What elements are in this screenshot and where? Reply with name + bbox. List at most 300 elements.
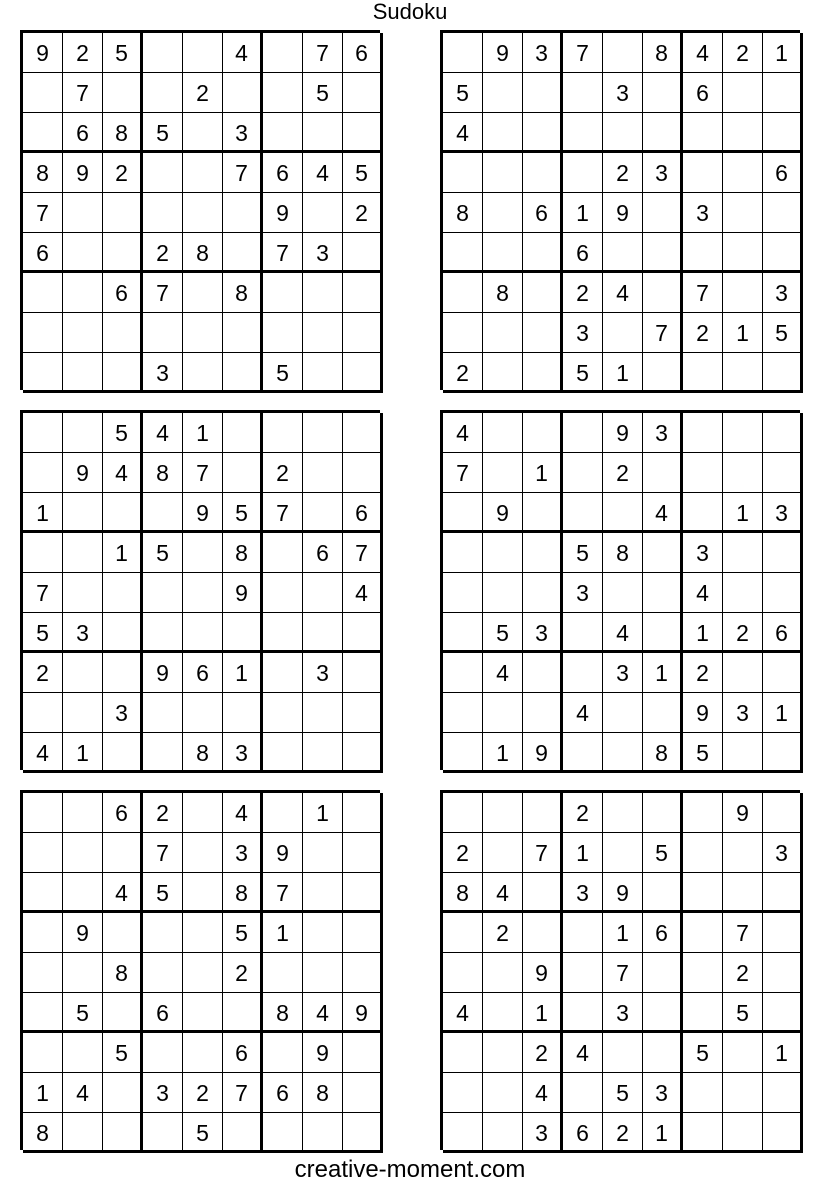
empty-cell[interactable] [483,1113,523,1153]
empty-cell[interactable] [23,1033,63,1073]
empty-cell[interactable] [643,793,683,833]
empty-cell[interactable] [303,693,343,733]
empty-cell[interactable] [63,873,103,913]
given-cell: 8 [223,273,263,313]
empty-cell[interactable] [763,193,803,233]
empty-cell[interactable] [683,793,723,833]
empty-cell[interactable] [723,153,763,193]
empty-cell[interactable] [483,993,523,1033]
empty-cell[interactable] [263,273,303,313]
empty-cell[interactable] [23,833,63,873]
empty-cell[interactable] [483,1033,523,1073]
empty-cell[interactable] [603,493,643,533]
empty-cell[interactable] [523,793,563,833]
empty-cell[interactable] [303,493,343,533]
empty-cell[interactable] [763,453,803,493]
given-cell: 3 [563,313,603,353]
empty-cell[interactable] [23,413,63,453]
empty-cell[interactable] [683,113,723,153]
empty-cell[interactable] [563,113,603,153]
empty-cell[interactable] [63,313,103,353]
empty-cell[interactable] [643,353,683,393]
empty-cell[interactable] [263,1033,303,1073]
empty-cell[interactable] [63,653,103,693]
empty-cell[interactable] [183,313,223,353]
empty-cell[interactable] [763,653,803,693]
empty-cell[interactable] [103,833,143,873]
empty-cell[interactable] [603,1033,643,1073]
empty-cell[interactable] [683,1113,723,1153]
empty-cell[interactable] [483,533,523,573]
empty-cell[interactable] [683,913,723,953]
empty-cell[interactable] [723,573,763,613]
empty-cell[interactable] [683,993,723,1033]
empty-cell[interactable] [63,793,103,833]
empty-cell[interactable] [263,413,303,453]
empty-cell[interactable] [723,113,763,153]
empty-cell[interactable] [63,493,103,533]
empty-cell[interactable] [223,233,263,273]
empty-cell[interactable] [523,313,563,353]
empty-cell[interactable] [723,353,763,393]
empty-cell[interactable] [63,273,103,313]
empty-cell[interactable] [643,73,683,113]
empty-cell[interactable] [23,693,63,733]
empty-cell[interactable] [483,833,523,873]
empty-cell[interactable] [763,73,803,113]
empty-cell[interactable] [563,453,603,493]
empty-cell[interactable] [723,273,763,313]
empty-cell[interactable] [103,573,143,613]
empty-cell[interactable] [303,193,343,233]
empty-cell[interactable] [483,73,523,113]
empty-cell[interactable] [103,1073,143,1113]
empty-cell[interactable] [143,1033,183,1073]
empty-cell[interactable] [143,913,183,953]
empty-cell[interactable] [643,113,683,153]
empty-cell[interactable] [763,873,803,913]
given-cell: 2 [483,913,523,953]
empty-cell[interactable] [723,833,763,873]
empty-cell[interactable] [103,493,143,533]
empty-cell[interactable] [343,233,383,273]
empty-cell[interactable] [223,613,263,653]
empty-cell[interactable] [23,953,63,993]
empty-cell[interactable] [103,193,143,233]
empty-cell[interactable] [443,613,483,653]
empty-cell[interactable] [443,573,483,613]
empty-cell[interactable] [443,533,483,573]
empty-cell[interactable] [483,193,523,233]
empty-cell[interactable] [263,613,303,653]
empty-cell[interactable] [643,693,683,733]
empty-cell[interactable] [763,533,803,573]
empty-cell[interactable] [443,33,483,73]
empty-cell[interactable] [603,693,643,733]
empty-cell[interactable] [643,233,683,273]
empty-cell[interactable] [643,1033,683,1073]
empty-cell[interactable] [263,573,303,613]
empty-cell[interactable] [343,733,383,773]
empty-cell[interactable] [143,313,183,353]
empty-cell[interactable] [63,1033,103,1073]
empty-cell[interactable] [563,653,603,693]
empty-cell[interactable] [483,953,523,993]
empty-cell[interactable] [643,993,683,1033]
empty-cell[interactable] [603,33,643,73]
empty-cell[interactable] [603,733,643,773]
empty-cell[interactable] [103,993,143,1033]
empty-cell[interactable] [183,613,223,653]
empty-cell[interactable] [303,353,343,393]
empty-cell[interactable] [763,573,803,613]
empty-cell[interactable] [23,313,63,353]
empty-cell[interactable] [603,793,643,833]
empty-cell[interactable] [723,1073,763,1113]
empty-cell[interactable] [523,873,563,913]
given-cell: 7 [143,273,183,313]
empty-cell[interactable] [683,1073,723,1113]
empty-cell[interactable] [303,953,343,993]
empty-cell[interactable] [263,33,303,73]
empty-cell[interactable] [723,1113,763,1153]
empty-cell[interactable] [443,313,483,353]
empty-cell[interactable] [183,693,223,733]
empty-cell[interactable] [303,913,343,953]
empty-cell[interactable] [343,113,383,153]
empty-cell[interactable] [643,873,683,913]
empty-cell[interactable] [183,573,223,613]
empty-cell[interactable] [143,733,183,773]
empty-cell[interactable] [643,193,683,233]
empty-cell[interactable] [303,273,343,313]
empty-cell[interactable] [223,193,263,233]
empty-cell[interactable] [143,953,183,993]
empty-cell[interactable] [183,993,223,1033]
empty-cell[interactable] [183,833,223,873]
empty-cell[interactable] [483,1073,523,1113]
empty-cell[interactable] [723,413,763,453]
empty-cell[interactable] [483,793,523,833]
empty-cell[interactable] [643,533,683,573]
empty-cell[interactable] [223,453,263,493]
empty-cell[interactable] [723,533,763,573]
empty-cell[interactable] [63,1113,103,1153]
empty-cell[interactable] [63,193,103,233]
empty-cell[interactable] [763,793,803,833]
empty-cell[interactable] [343,73,383,113]
empty-cell[interactable] [763,953,803,993]
empty-cell[interactable] [343,913,383,953]
empty-cell[interactable] [183,953,223,993]
empty-cell[interactable] [523,353,563,393]
empty-cell[interactable] [303,313,343,353]
empty-cell[interactable] [643,953,683,993]
given-cell: 2 [523,1033,563,1073]
empty-cell[interactable] [723,73,763,113]
empty-cell[interactable] [23,73,63,113]
empty-cell[interactable] [23,353,63,393]
empty-cell[interactable] [483,573,523,613]
empty-cell[interactable] [143,153,183,193]
given-cell: 3 [143,353,183,393]
empty-cell[interactable] [63,953,103,993]
empty-cell[interactable] [183,913,223,953]
empty-cell[interactable] [443,693,483,733]
given-cell: 7 [143,833,183,873]
empty-cell[interactable] [483,313,523,353]
empty-cell[interactable] [563,1073,603,1113]
empty-cell[interactable] [443,233,483,273]
empty-cell[interactable] [563,733,603,773]
empty-cell[interactable] [183,193,223,233]
empty-cell[interactable] [103,313,143,353]
empty-cell[interactable] [523,73,563,113]
empty-cell[interactable] [343,873,383,913]
empty-cell[interactable] [723,653,763,693]
empty-cell[interactable] [263,533,303,573]
empty-cell[interactable] [483,693,523,733]
empty-cell[interactable] [23,993,63,1033]
empty-cell[interactable] [443,1033,483,1073]
empty-cell[interactable] [303,113,343,153]
empty-cell[interactable] [723,1033,763,1073]
empty-cell[interactable] [63,533,103,573]
empty-cell[interactable] [343,653,383,693]
empty-cell[interactable] [103,353,143,393]
empty-cell[interactable] [23,873,63,913]
empty-cell[interactable] [63,353,103,393]
empty-cell[interactable] [343,693,383,733]
empty-cell[interactable] [443,793,483,833]
empty-cell[interactable] [683,833,723,873]
given-cell: 3 [143,1073,183,1113]
empty-cell[interactable] [443,953,483,993]
empty-cell[interactable] [483,453,523,493]
empty-cell[interactable] [343,1113,383,1153]
empty-cell[interactable] [763,353,803,393]
empty-cell[interactable] [23,793,63,833]
empty-cell[interactable] [443,733,483,773]
empty-cell[interactable] [183,533,223,573]
empty-cell[interactable] [443,913,483,953]
empty-cell[interactable] [483,353,523,393]
empty-cell[interactable] [143,693,183,733]
empty-cell[interactable] [103,233,143,273]
empty-cell[interactable] [683,453,723,493]
empty-cell[interactable] [683,153,723,193]
empty-cell[interactable] [483,413,523,453]
empty-cell[interactable] [643,453,683,493]
empty-cell[interactable] [143,493,183,533]
empty-cell[interactable] [23,453,63,493]
empty-cell[interactable] [683,353,723,393]
empty-cell[interactable] [343,613,383,653]
empty-cell[interactable] [263,953,303,993]
empty-cell[interactable] [523,153,563,193]
empty-cell[interactable] [723,733,763,773]
empty-cell[interactable] [523,113,563,153]
empty-cell[interactable] [523,653,563,693]
empty-cell[interactable] [523,493,563,533]
empty-cell[interactable] [603,833,643,873]
empty-cell[interactable] [723,873,763,913]
empty-cell[interactable] [443,653,483,693]
empty-cell[interactable] [343,273,383,313]
empty-cell[interactable] [483,233,523,273]
given-cell: 3 [563,873,603,913]
empty-cell[interactable] [443,153,483,193]
empty-cell[interactable] [683,873,723,913]
empty-cell[interactable] [343,353,383,393]
empty-cell[interactable] [183,33,223,73]
empty-cell[interactable] [443,1073,483,1113]
empty-cell[interactable] [523,913,563,953]
empty-cell[interactable] [263,733,303,773]
empty-cell[interactable] [183,793,223,833]
empty-cell[interactable] [223,73,263,113]
empty-cell[interactable] [683,413,723,453]
empty-cell[interactable] [563,613,603,653]
empty-cell[interactable] [23,273,63,313]
empty-cell[interactable] [683,493,723,533]
empty-cell[interactable] [223,313,263,353]
empty-cell[interactable] [143,613,183,653]
empty-cell[interactable] [263,693,303,733]
empty-cell[interactable] [303,733,343,773]
empty-cell[interactable] [343,313,383,353]
empty-cell[interactable] [143,573,183,613]
empty-cell[interactable] [563,993,603,1033]
empty-cell[interactable] [723,453,763,493]
empty-cell[interactable] [483,113,523,153]
empty-cell[interactable] [523,693,563,733]
empty-cell[interactable] [103,613,143,653]
empty-cell[interactable] [103,653,143,693]
empty-cell[interactable] [23,913,63,953]
empty-cell[interactable] [723,193,763,233]
empty-cell[interactable] [523,413,563,453]
empty-cell[interactable] [303,833,343,873]
empty-cell[interactable] [763,413,803,453]
empty-cell[interactable] [443,1113,483,1153]
empty-cell[interactable] [643,573,683,613]
empty-cell[interactable] [343,453,383,493]
empty-cell[interactable] [443,493,483,533]
empty-cell[interactable] [63,573,103,613]
empty-cell[interactable] [343,793,383,833]
empty-cell[interactable] [723,233,763,273]
given-cell: 6 [143,993,183,1033]
empty-cell[interactable] [603,233,643,273]
empty-cell[interactable] [63,693,103,733]
given-cell: 1 [723,493,763,533]
empty-cell[interactable] [303,573,343,613]
empty-cell[interactable] [263,73,303,113]
empty-cell[interactable] [63,233,103,273]
empty-cell[interactable] [263,653,303,693]
empty-cell[interactable] [303,453,343,493]
empty-cell[interactable] [303,613,343,653]
empty-cell[interactable] [303,413,343,453]
empty-cell[interactable] [563,493,603,533]
empty-cell[interactable] [263,793,303,833]
empty-cell[interactable] [303,873,343,913]
empty-cell[interactable] [763,913,803,953]
empty-cell[interactable] [343,1033,383,1073]
empty-cell[interactable] [483,153,523,193]
empty-cell[interactable] [763,113,803,153]
empty-cell[interactable] [63,833,103,873]
empty-cell[interactable] [443,273,483,313]
empty-cell[interactable] [343,953,383,993]
empty-cell[interactable] [523,233,563,273]
empty-cell[interactable] [143,193,183,233]
empty-cell[interactable] [103,913,143,953]
empty-cell[interactable] [763,1113,803,1153]
empty-cell[interactable] [143,1113,183,1153]
empty-cell[interactable] [103,733,143,773]
empty-cell[interactable] [223,353,263,393]
empty-cell[interactable] [23,113,63,153]
empty-cell[interactable] [223,413,263,453]
empty-cell[interactable] [263,313,303,353]
empty-cell[interactable] [263,1113,303,1153]
empty-cell[interactable] [763,1073,803,1113]
empty-cell[interactable] [183,1033,223,1073]
empty-cell[interactable] [763,993,803,1033]
empty-cell[interactable] [563,413,603,453]
empty-cell[interactable] [223,993,263,1033]
empty-cell[interactable] [183,353,223,393]
empty-cell[interactable] [563,153,603,193]
empty-cell[interactable] [603,313,643,353]
empty-cell[interactable] [143,33,183,73]
empty-cell[interactable] [563,913,603,953]
empty-cell[interactable] [63,413,103,453]
empty-cell[interactable] [763,733,803,773]
empty-cell[interactable] [563,953,603,993]
empty-cell[interactable] [263,113,303,153]
empty-cell[interactable] [563,73,603,113]
empty-cell[interactable] [223,693,263,733]
empty-cell[interactable] [183,113,223,153]
empty-cell[interactable] [183,873,223,913]
empty-cell[interactable] [223,1113,263,1153]
empty-cell[interactable] [523,273,563,313]
empty-cell[interactable] [683,953,723,993]
empty-cell[interactable] [343,1073,383,1113]
given-cell: 5 [683,733,723,773]
empty-cell[interactable] [603,573,643,613]
empty-cell[interactable] [23,533,63,573]
empty-cell[interactable] [103,73,143,113]
empty-cell[interactable] [683,233,723,273]
empty-cell[interactable] [183,273,223,313]
empty-cell[interactable] [523,573,563,613]
empty-cell[interactable] [523,533,563,573]
empty-cell[interactable] [303,1113,343,1153]
empty-cell[interactable] [343,833,383,873]
empty-cell[interactable] [183,153,223,193]
empty-cell[interactable] [343,413,383,453]
empty-cell[interactable] [643,273,683,313]
empty-cell[interactable] [763,233,803,273]
empty-cell[interactable] [603,113,643,153]
empty-cell[interactable] [103,1113,143,1153]
empty-cell[interactable] [143,73,183,113]
empty-cell[interactable] [643,613,683,653]
